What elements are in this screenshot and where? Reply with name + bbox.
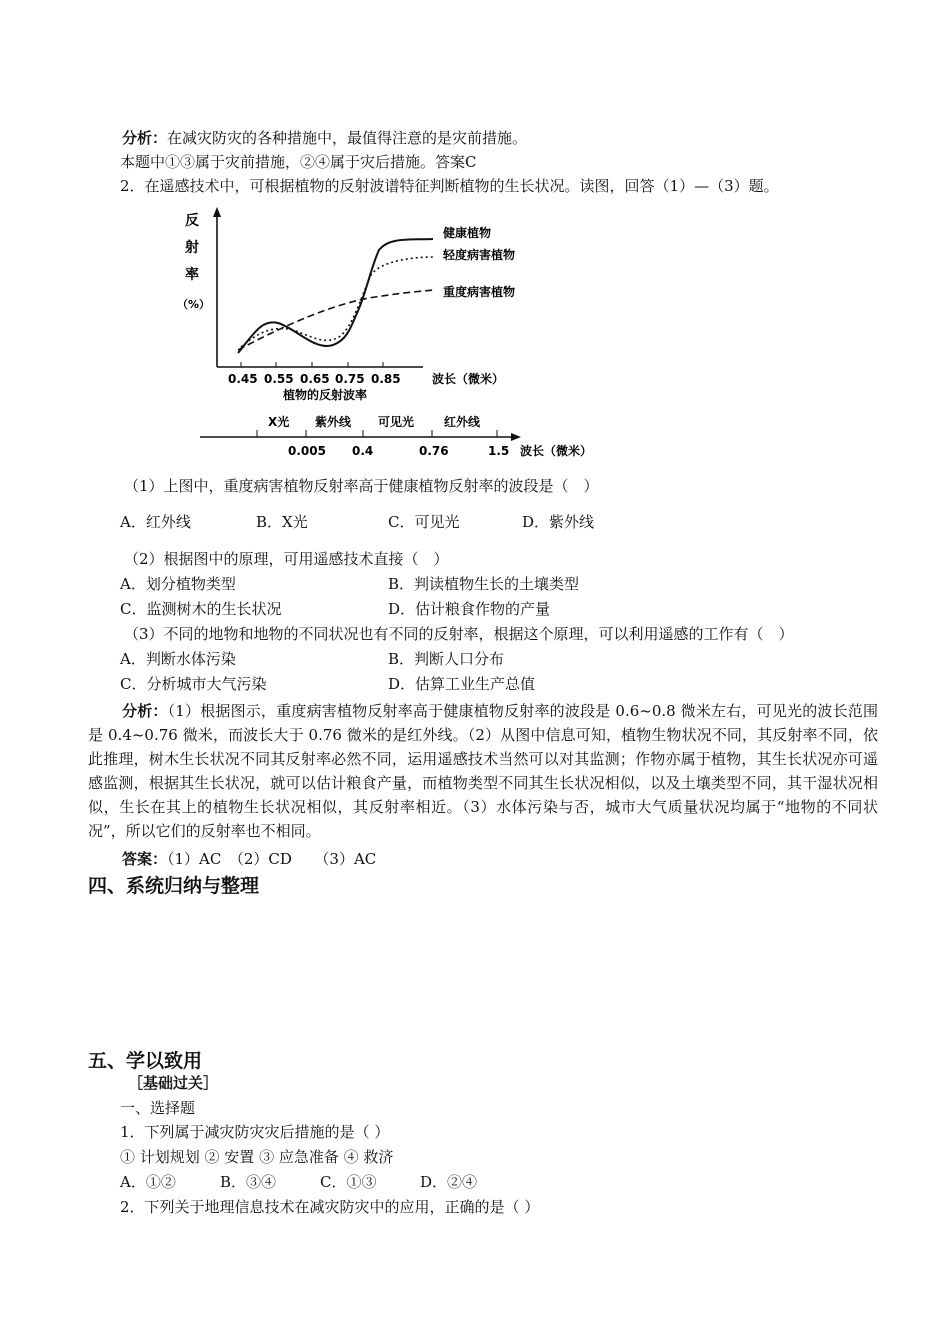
option: D．估算工业生产总值: [388, 675, 536, 693]
option: C．可见光: [388, 513, 460, 531]
x-tick-label: 0.65: [300, 372, 330, 386]
option: C．监测树木的生长状况: [120, 600, 282, 618]
y-axis-arrow: [213, 207, 221, 217]
option: A．①②: [120, 1173, 176, 1191]
x-tick-label: 0.85: [371, 372, 401, 386]
analysis-2-paragraph: [88, 699, 878, 843]
band-tick-label: 1.5: [488, 444, 510, 458]
band-tick-label: 0.005: [288, 444, 326, 458]
section-5-heading: 五、学以致用: [88, 1050, 203, 1072]
analysis-text: （1）根据图示，重度病害植物反射率高于健康植物反射率的波段是 0.6~0.8 微米左右，可见光的波长范围是 0.4~0.76 微米，而波长大于 0.76 微米的是红外线。（2）从图中信息可知，植物生物状况不同，其反射率不同，依此推理，树木生长状况不同其反射率必然不同，运用遥感技术当然可以对其监测；作物亦属于植物，其生长状况亦可遥感监测，根据其生长状况，就可以估计粮食产量，而植物类型不同其生长状况相似，以及土壤类型不同，其干湿状况相似，生长在其上的植物生长状况相似，其反射率相近。（3）水体污染与否，城市大气质量状况均属于“地物的不同状况”，所以它们的反射率也不相同。: [88, 702, 878, 840]
x-tick-label: 0.45: [228, 372, 258, 386]
x-axis-label: 波长（微米）: [432, 372, 505, 386]
analysis-label: 分析：: [122, 702, 168, 720]
basic-level-heading: ［基础过关］: [128, 1074, 219, 1092]
severe-disease-curve: [238, 290, 435, 350]
option: A．划分植物类型: [120, 575, 236, 593]
band-tick-label: 0.76: [419, 444, 449, 458]
question-1-items: ① 计划规划 ② 安置 ③ 应急准备 ④ 救济: [120, 1148, 394, 1166]
answer-line: [122, 849, 376, 869]
question-1-stem: 1．下列属于减灾防灾灾后措施的是（ ）: [120, 1123, 390, 1141]
band-name: 红外线: [444, 415, 481, 429]
option: A．红外线: [120, 513, 191, 531]
answer-text: （1）AC （2）CD （3）AC: [167, 850, 377, 868]
option: D．紫外线: [522, 513, 595, 531]
healthy-plant-curve: [238, 239, 433, 353]
option: C．分析城市大气污染: [120, 675, 267, 693]
band-axis-ticks: [257, 430, 497, 437]
ylabel-unit: （%）: [177, 298, 211, 311]
option: B．判断人口分布: [388, 650, 505, 668]
x-tick-label: 0.55: [264, 372, 294, 386]
analysis-label: 分析：: [122, 129, 168, 147]
question-2-stem: 2．下列关于地理信息技术在减灾防灾中的应用，正确的是（ ）: [120, 1198, 540, 1216]
answer-label: 答案：: [122, 850, 168, 868]
band-name: 可见光: [378, 415, 415, 429]
band-axis-label: 波长（微米）: [520, 444, 593, 458]
band-name: X光: [268, 415, 290, 429]
legend-mild: 轻度病害植物: [443, 248, 516, 262]
option: D．②④: [420, 1173, 478, 1191]
analysis-1-answer: 本题中①③属于灾前措施，②④属于灾后措施。答案C: [120, 153, 477, 171]
question-2-intro: 2．在遥感技术中，可根据植物的反射波谱特征判断植物的生长状况。读图，回答（1）—（3）题。: [120, 177, 779, 195]
subquestion-1-stem: （1）上图中，重度病害植物反射率高于健康植物反射率的波段是（ ）: [124, 477, 599, 495]
option: B．判读植物生长的土壤类型: [388, 575, 580, 593]
option: C．①③: [320, 1173, 377, 1191]
analysis-text: 在减灾防灾的各种措施中，最值得注意的是灾前措施。: [167, 129, 528, 147]
option: B．③④: [220, 1173, 277, 1191]
section-4-heading: 四、系统归纳与整理: [88, 875, 260, 897]
ylabel-char: 射: [185, 240, 199, 256]
legend-severe: 重度病害植物: [443, 285, 516, 299]
subquestion-2-stem: （2）根据图中的原理，可用遥感技术直接（ ）: [124, 550, 449, 568]
analysis-1-line: [122, 128, 527, 148]
option: D．估计粮食作物的产量: [388, 600, 551, 618]
subquestion-3-stem: （3）不同的地物和地物的不同状况也有不同的反射率，根据这个原理，可以利用遥感的工作有（ ）: [124, 625, 794, 643]
figure-caption: 植物的反射波率: [283, 388, 368, 402]
x-tick-label: 0.75: [335, 372, 365, 386]
band-name: 紫外线: [315, 415, 352, 429]
ylabel-char: 率: [185, 267, 199, 283]
band-tick-label: 0.4: [352, 444, 374, 458]
legend-healthy: 健康植物: [443, 226, 492, 240]
band-axis-arrow: [511, 433, 521, 441]
reflectance-figure: [175, 205, 615, 460]
ylabel-char: 反: [185, 213, 199, 229]
option: B．X光: [256, 513, 308, 531]
part-heading: 一、选择题: [120, 1099, 196, 1117]
option: A．判断水体污染: [120, 650, 236, 668]
